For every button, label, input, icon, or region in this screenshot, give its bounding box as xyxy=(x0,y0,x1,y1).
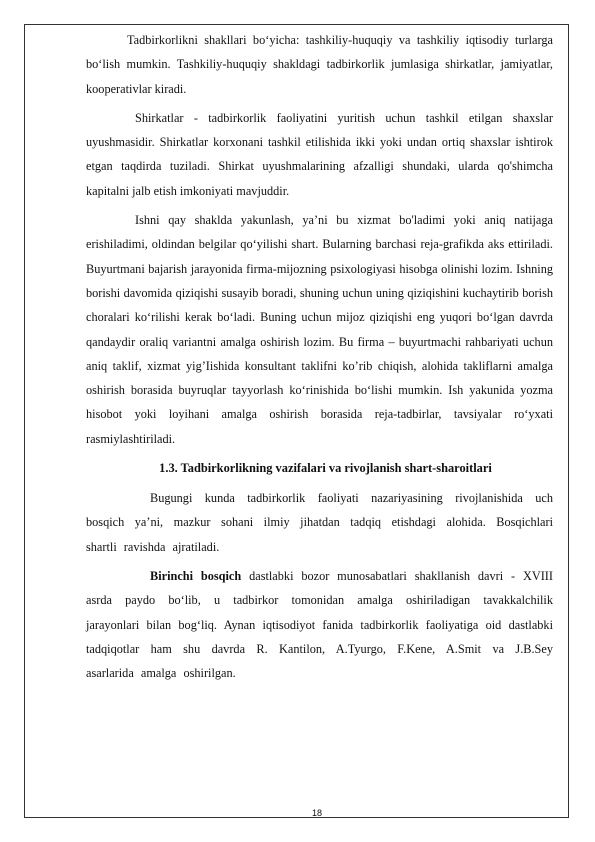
paragraph-first-stage xyxy=(86,564,553,685)
paragraph-three-stages: Bugungi kunda tadbirkorlik faoliyati nazariyasining rivojlanishida uch bosqich ya’ni, mazkur sohani ilmiy jihatdan tadqiq etishdagi alohida. Bosqichlari shartli ravishda ajratiladi. xyxy=(86,491,553,554)
section-heading: 1.3. Tadbirkorlikning vazifalari va rivojlanish shart-sharoitlari xyxy=(159,461,492,476)
paragraph-work-completion: Ishni qay shaklda yakunlash, ya’ni bu xizmat bo'ladimi yoki aniq natijaga erishiladimi, oldindan belgilar qo‘yilishi shart. Bularning barchasi reja-grafikda aks ettiriladi. Buyurtmani bajarish jarayonida firma-mijozning psixologiyasi hisobga olinishi lozim. Ishning borishi davomida qiziqishi susayib boradi, shuning uchun uning qiziqishini kuchaytirib borish choralari ko‘rilishi kerak bo‘ladi. Buning uchun mijoz qiziqishi eng yuqori bo‘lgan davrda qandaydir oraliq variantni amalga oshirish lozim. Bu firma – buyurtmachi rahbariyati uchun aniq taklif, xizmat yig’Iishida konsultant taklifni ko’rib chiqish, alohida takliflarni amalga oshirish borasida buyruqlar tayyorlash ko‘rinishida bo‘lishi mumkin. Ish yakunida yozma hisobot yoki loyihani amalga oshirish borasida reja-tadbirlar, tavsiyalar ro‘yxati rasmiylashtiriladi. xyxy=(86,213,553,446)
document-body xyxy=(86,28,553,690)
paragraph-forms-of-entrepreneurship: Tadbirkorlikni shakllari bo‘yicha: tashkiliy-huquqiy va tashkiliy iqtisodiy turlarga bo‘lish mumkin. Tashkiliy-huquqiy shakldagi tadbirkorlik jumlasiga shirkatlar, jamiyatlar, kooperativlar kiradi. xyxy=(86,33,553,96)
paragraph-partnerships: Shirkatlar - tadbirkorlik faoliyatini yuritish uchun tashkil etilgan shaxslar uyushmasidir. Shirkatlar korxonani tashkil etilishida ikki yoki undan ortiq shaxslar ishtirok etgan taqdirda tuziladi. Shirkat uyushmalarining afzalligi shundaki, ularda qo'shimcha kapitalni jalb etish imkoniyati mavjuddir. xyxy=(86,110,553,198)
page-number: 18 xyxy=(312,808,323,818)
first-stage-label: Birinchi bosqich xyxy=(150,568,242,583)
first-stage-text: dastlabki bozor munosabatlari shakllanish davri - XVIII asrda paydo bo‘lib, u tadbirkor tomonidan amalga oshiriladigan tavakkalchilik jarayonlari bilan bog‘liq. Aynan iqtisodiyot fanida tadbirkorlik faoliyatiga oid dastlabki tadqiqotlar ham shu davrda R. Kantilon, A.Tyurgo, F.Kene, A.Smit va J.B.Sey asarlarida amalga oshirilgan. xyxy=(86,568,553,681)
